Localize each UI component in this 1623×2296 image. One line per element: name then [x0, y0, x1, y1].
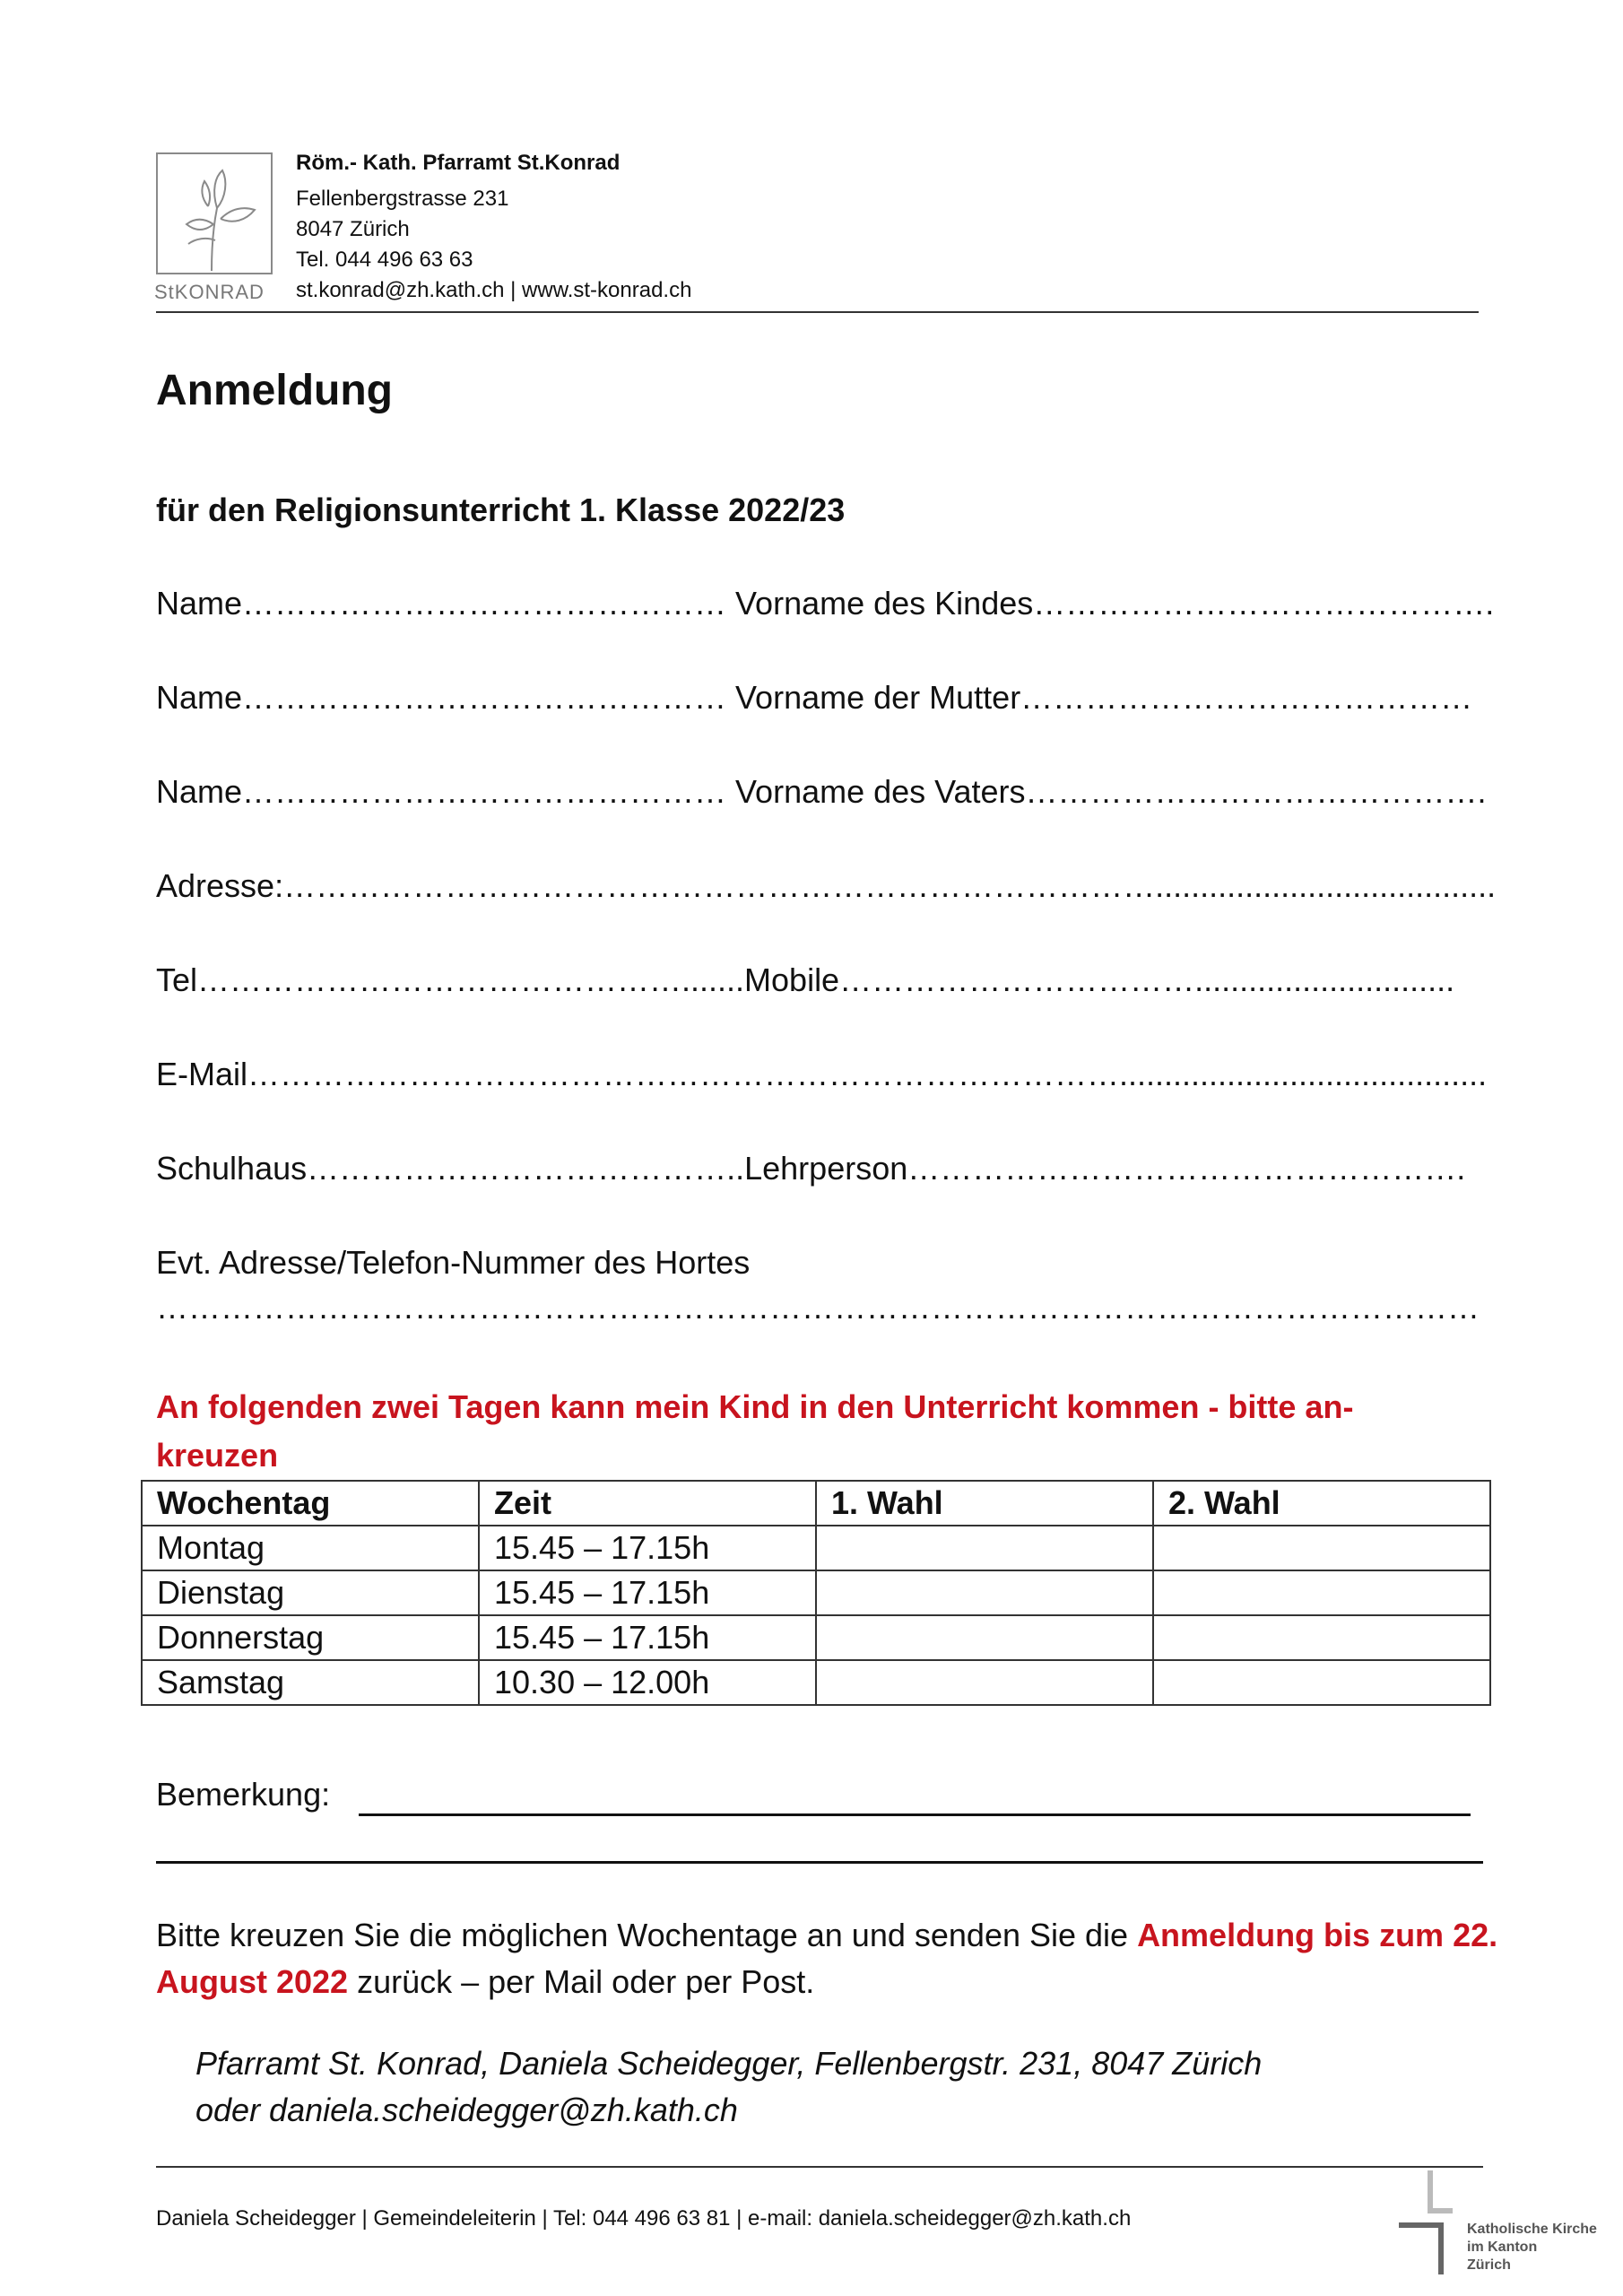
first-choice-cell[interactable] — [816, 1570, 1153, 1615]
field-hort-line[interactable]: …………………………………………………………………………………………………………… — [156, 1289, 1480, 1326]
table-header-cell: 1. Wahl — [816, 1481, 1153, 1526]
cross-icon — [1399, 2170, 1453, 2278]
first-choice-cell[interactable] — [816, 1526, 1153, 1570]
canton-church-logo-text — [1467, 2221, 1597, 2274]
page-subtitle: für den Religionsunterricht 1. Klasse 2022/23 — [156, 491, 846, 528]
org-tel: Tel. 044 496 63 63 — [296, 248, 473, 272]
first-choice-cell[interactable] — [816, 1615, 1153, 1660]
org-contact: st.konrad@zh.kath.ch | www.st-konrad.ch — [296, 278, 692, 302]
remark-input-line[interactable] — [359, 1813, 1471, 1816]
table-row — [142, 1526, 1490, 1570]
st-konrad-logo — [156, 152, 273, 274]
return-email[interactable]: oder daniela.scheidegger@zh.kath.ch — [195, 2092, 738, 2128]
tree-icon — [158, 154, 271, 273]
second-choice-cell[interactable] — [1153, 1615, 1490, 1660]
instructions-text: Bitte kreuzen Sie die möglichen Wochentage an und senden Sie die — [156, 1917, 1138, 1953]
time-cell: 10.30 – 12.00h — [479, 1660, 816, 1705]
second-choice-cell[interactable] — [1153, 1570, 1490, 1615]
weekday-cell: Montag — [142, 1526, 479, 1570]
table-row — [142, 1570, 1490, 1615]
table-row — [142, 1660, 1490, 1705]
weekday-cell: Donnerstag — [142, 1615, 479, 1660]
table-header-row — [142, 1481, 1490, 1526]
field-child-name[interactable]: Name……………………………………… Vorname des Kindes……………………………………. — [156, 585, 1495, 622]
field-hort-label: Evt. Adresse/Telefon-Nummer des Hortes — [156, 1244, 751, 1281]
page-title: Anmeldung — [156, 367, 393, 414]
weekday-cell: Dienstag — [142, 1570, 479, 1615]
footer-contact: Daniela Scheidegger | Gemeindeleiterin | Tel: 044 496 63 81 | e-mail: daniela.scheidegger@zh.kath.ch — [156, 2206, 1132, 2231]
remark-label: Bemerkung: — [156, 1776, 331, 1813]
org-street: Fellenbergstrasse 231 — [296, 187, 509, 211]
return-address: Pfarramt St. Konrad, Daniela Scheidegger, Fellenbergstr. 231, 8047 Zürich — [195, 2045, 1263, 2082]
footer-divider — [156, 2166, 1483, 2168]
second-choice-cell[interactable] — [1153, 1526, 1490, 1570]
field-father-name[interactable]: Name……………………………………… Vorname des Vaters……………………………………. — [156, 773, 1487, 810]
field-tel-mobile[interactable]: Tel……………………………………….......Mobile……………………………............................. — [156, 961, 1455, 998]
table-header-cell: 2. Wahl — [1153, 1481, 1490, 1526]
logo-line: Zürich — [1467, 2257, 1511, 2273]
logo-line: Katholische Kirche — [1467, 2222, 1597, 2237]
submission-instructions — [156, 1912, 1501, 2005]
table-header-cell: Wochentag — [142, 1481, 479, 1526]
header-divider — [156, 311, 1479, 313]
field-school-teacher[interactable]: Schulhaus…………………………………..Lehrperson……………………………………………. — [156, 1150, 1466, 1187]
first-choice-cell[interactable] — [816, 1660, 1153, 1705]
deadline-text: Anmeldung bis zum 22. August 2022 — [156, 1917, 1498, 2000]
weekday-table — [141, 1480, 1491, 1706]
org-name: Röm.- Kath. Pfarramt St.Konrad — [296, 151, 621, 175]
field-email[interactable]: E-Mail………………………………………………………………………......................................... — [156, 1056, 1488, 1092]
time-cell: 15.45 – 17.15h — [479, 1570, 816, 1615]
field-address[interactable]: Adresse:………………………………………………………………………...................................... — [156, 867, 1497, 904]
second-choice-cell[interactable] — [1153, 1660, 1490, 1705]
remark-input-line[interactable] — [156, 1861, 1483, 1864]
weekday-instruction: An folgenden zwei Tagen kann mein Kind in den Unterricht kommen - bitte an-kreuzen — [156, 1388, 1354, 1474]
field-mother-name[interactable]: Name……………………………………… Vorname der Mutter…………………………………… — [156, 679, 1473, 716]
table-header-cell: Zeit — [479, 1481, 816, 1526]
table-row — [142, 1615, 1490, 1660]
time-cell: 15.45 – 17.15h — [479, 1526, 816, 1570]
weekday-cell: Samstag — [142, 1660, 479, 1705]
logo-line: im Kanton — [1467, 2239, 1538, 2255]
logo-wordmark: StKONRAD — [154, 281, 265, 303]
instructions-text-end: zurück – per Mail oder per Post. — [348, 1963, 815, 2000]
org-city: 8047 Zürich — [296, 217, 410, 241]
time-cell: 15.45 – 17.15h — [479, 1615, 816, 1660]
